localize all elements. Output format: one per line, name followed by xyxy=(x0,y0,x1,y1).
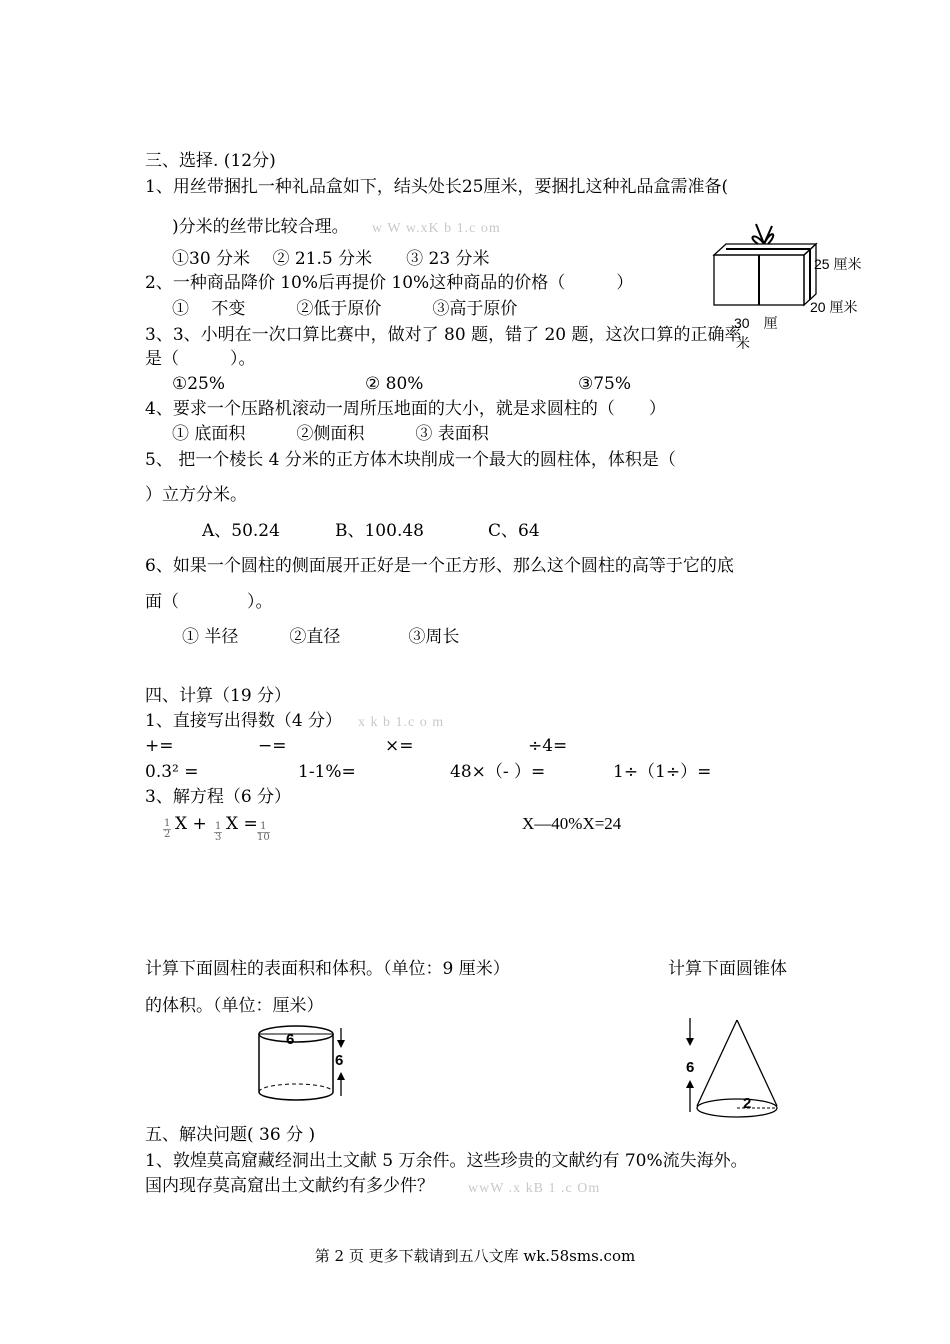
q5-line2: ）立方分米。 xyxy=(145,485,247,505)
eq1-frac2: $\frac{1}{3}$ xyxy=(215,821,222,843)
box-label-mi: 米 xyxy=(736,335,750,351)
section4-heading: 四、计算（19 分） xyxy=(145,686,292,706)
box-label-25: 25 厘米 xyxy=(814,256,862,272)
eq1-frac1: $\frac{1}{2}$ xyxy=(164,818,171,840)
page-footer: 第 2 页 更多下载请到五八文库 wk.58sms.com xyxy=(314,1247,636,1265)
section3-heading: 三、选择. (12分) xyxy=(145,151,276,171)
watermark-2: x k b 1.c o m xyxy=(358,715,445,730)
calc-row1-item1: += xyxy=(145,736,174,756)
eq2: X—40%X=24 xyxy=(522,814,622,833)
calc-row2-item2: 1-1%= xyxy=(298,762,356,782)
eq1-part1: X + xyxy=(175,814,207,834)
unit-text: 的体积。（单位：厘米） xyxy=(145,996,324,1016)
s5-q1-line2: 国内现存莫高窟出土文献约有多少件？ xyxy=(145,1176,434,1196)
q3-option1: ①25% xyxy=(172,374,226,394)
s5-q1-line1: 1、敦煌莫高窟藏经洞出土文献 5 万余件。这些珍贵的文献约有 70%流失海外。 xyxy=(145,1151,748,1171)
q6-options: ① 半径 ②直径 ③周长 xyxy=(182,627,460,647)
q3-option3: ③75% xyxy=(578,374,632,394)
q5-line1: 5、 把一个棱长 4 分米的正方体木块削成一个最大的圆柱体，体积是（ xyxy=(145,450,676,470)
eq1-part2: X = xyxy=(226,814,258,834)
calc-sub3: 3、解方程（6 分） xyxy=(145,787,292,807)
cone-figure xyxy=(680,1012,790,1124)
eq1-frac3: $\frac{1}{10}$ xyxy=(257,821,270,843)
q3-line2: 是（ ）。 xyxy=(145,349,256,369)
q2-text: 2、一种商品降价 10%后再提价 10%这种商品的价格（ ） xyxy=(145,273,634,293)
q5-option-a: A、50.24 xyxy=(202,521,280,541)
q5-option-b: B、100.48 xyxy=(335,521,424,541)
calc-row2-item3: 48×（- ）= xyxy=(450,762,546,782)
q5-option-c: C、64 xyxy=(488,521,540,541)
q1-line1: 1、用丝带捆扎一种礼品盒如下，结头处长25厘米，要捆扎这种礼品盒需准备( xyxy=(145,177,729,197)
calc-row1-item4: ÷4= xyxy=(528,736,568,756)
q1-options: ①30 分米 ② 21.5 分米 ③ 23 分米 xyxy=(172,249,490,269)
calc-row2-item4: 1÷（1÷）= xyxy=(613,762,712,782)
cylinder-side-label: 6 xyxy=(335,1052,344,1069)
cone-radius-label: 2 xyxy=(743,1095,752,1112)
q3-line1: 3、3、小明在一次口算比赛中，做对了 80 题，错了 20 题，这次口算的正确率 xyxy=(145,325,742,345)
cylinder-question: 计算下面圆柱的表面积和体积。（单位：9 厘米） xyxy=(145,959,510,979)
calc-row2-item1: 0.3² = xyxy=(145,762,199,782)
calc-row1-item2: −= xyxy=(258,736,287,756)
calc-row1-item3: ×= xyxy=(385,736,414,756)
q3-option2: ② 80% xyxy=(365,374,424,394)
q2-options: ① 不变 ②低于原价 ③高于原价 xyxy=(172,299,518,319)
cone-question: 计算下面圆锥体 xyxy=(668,959,787,979)
calc-sub1: 1、直接写出得数（4 分） xyxy=(145,711,343,731)
cone-height-label: 6 xyxy=(686,1059,695,1076)
box-label-20: 20 厘米 xyxy=(810,299,858,315)
q6-line1: 6、如果一个圆柱的侧面展开正好是一个正方形、那么这个圆柱的高等于它的底 xyxy=(145,556,734,576)
cylinder-figure xyxy=(250,1020,360,1102)
cylinder-top-label: 6 xyxy=(286,1031,295,1048)
q4-text: 4、要求一个压路机滚动一周所压地面的大小，就是求圆柱的（ ） xyxy=(145,399,666,419)
box-label-30: 30 厘 xyxy=(734,315,778,331)
section5-heading: 五、解决问题( 36 分 ) xyxy=(145,1125,316,1145)
q6-line2: 面（ ）。 xyxy=(145,592,273,612)
q1-line2: )分米的丝带比较合理。 xyxy=(172,217,349,237)
watermark-3: wwW .x kB 1 .c Om xyxy=(468,1181,601,1196)
q4-options: ① 底面积 ②侧面积 ③ 表面积 xyxy=(172,424,489,444)
watermark-1: w W w.xK b 1.c om xyxy=(372,221,501,236)
